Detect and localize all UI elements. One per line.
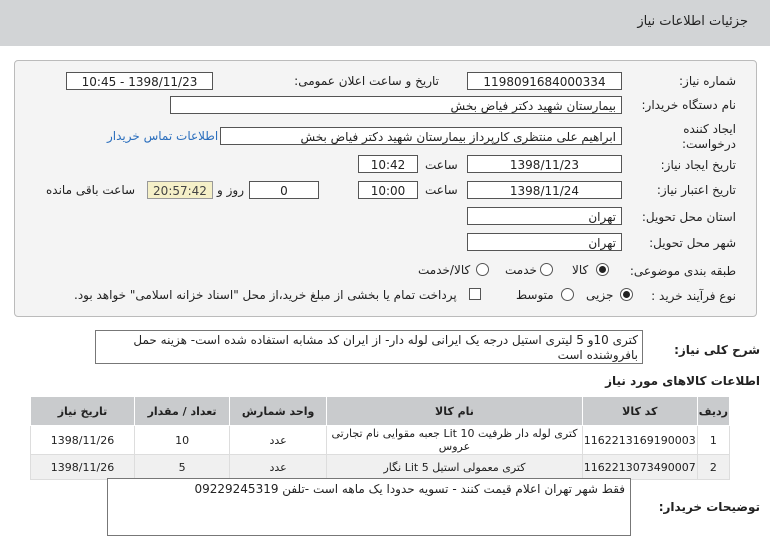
cell-item-code: 1162213169190003 — [582, 426, 697, 455]
items-header-row — [31, 397, 730, 426]
created-date-label: تاریخ ایجاد نیاز: — [660, 158, 736, 172]
description-label: شرح کلی نیاز: — [674, 343, 760, 357]
process-label: نوع فرآیند خرید : — [651, 289, 736, 303]
treasury-note: پرداخت تمام یا بخشی از مبلغ خرید،از محل "اسناد خزانه اسلامی" خواهد بود. — [74, 288, 457, 302]
created-time-field: 10:42 — [358, 155, 418, 173]
table-row — [31, 455, 730, 480]
remaining-label: ساعت باقی مانده — [46, 183, 136, 197]
category-radio-goods[interactable] — [596, 263, 609, 276]
process-radio-medium[interactable] — [561, 288, 574, 301]
process-option-minor: جزیی — [586, 288, 614, 302]
announce-field: 1398/11/23 - 10:45 — [66, 72, 213, 90]
created-time-label: ساعت — [425, 158, 458, 172]
col-unit: واحد شمارش — [230, 397, 327, 426]
city-label: شهر محل تحویل: — [649, 236, 736, 250]
cell-item-code: 1162213073490007 — [582, 455, 697, 480]
category-label: طبقه بندی موضوعی: — [629, 264, 736, 278]
cell-item-name: کتری معمولی استیل Lit 5 نگار — [327, 455, 583, 480]
creator-label: ایجاد کننده درخواست: — [682, 122, 736, 151]
valid-time-field: 10:00 — [358, 181, 418, 199]
notes-label: توضیحات خریدار: — [658, 500, 760, 514]
category-radio-both[interactable] — [476, 263, 489, 276]
cell-quantity: 10 — [135, 426, 230, 455]
page-title: جزئیات اطلاعات نیاز — [637, 14, 748, 29]
buyer-contact-link[interactable]: اطلاعات تماس خریدار — [107, 129, 219, 143]
need-number-label: شماره نیاز: — [679, 74, 736, 88]
cell-quantity: 5 — [135, 455, 230, 480]
cell-item-name: کتری لوله دار ظرفیت Lit 10 جعبه مقوایی نام تجارتی عروس — [327, 426, 583, 455]
announce-label: تاریخ و ساعت اعلان عمومی: — [294, 74, 439, 88]
treasury-checkbox[interactable] — [469, 288, 481, 300]
need-number-field: 1198091684000334 — [467, 72, 622, 90]
process-option-medium: متوسط — [516, 288, 554, 302]
valid-date-label: تاریخ اعتبار نیاز: — [656, 183, 736, 197]
valid-date-field: 1398/11/24 — [467, 181, 622, 199]
category-option-goods: کالا — [572, 263, 589, 277]
notes-text: فقط شهر تهران اعلام قیمت کنند - تسویه حدودا یک ماهه است -تلفن 09229245319 — [107, 478, 631, 536]
category-option-service: خدمت — [505, 263, 537, 277]
col-item-name: نام کالا — [327, 397, 583, 426]
buyer-field: بیمارستان شهید دکتر فیاض بخش — [170, 96, 622, 114]
days-label: روز و — [217, 183, 244, 197]
creator-field: ابراهیم علی منتظری کارپرداز بیمارستان شهید دکتر فیاض بخش — [220, 127, 622, 145]
cell-need-date: 1398/11/26 — [31, 455, 135, 480]
cell-row-number: 2 — [697, 455, 729, 480]
col-quantity: تعداد / مقدار — [135, 397, 230, 426]
created-date-field: 1398/11/23 — [467, 155, 622, 173]
province-field: تهران — [467, 207, 622, 225]
valid-time-label: ساعت — [425, 183, 458, 197]
cell-unit: عدد — [230, 426, 327, 455]
items-table — [30, 396, 730, 480]
days-field: 0 — [249, 181, 319, 199]
col-need-date: تاریخ نیاز — [31, 397, 135, 426]
city-field: تهران — [467, 233, 622, 251]
page-header — [0, 0, 770, 46]
description-text: کتری 10و 5 لیتری استیل درجه یک ایرانی لوله دار- از ایران کد مشابه استفاده شده است- هزینه حمل بافروشنده است — [95, 330, 643, 364]
cell-need-date: 1398/11/26 — [31, 426, 135, 455]
col-row-number: ردیف — [697, 397, 729, 426]
category-option-both: کالا/خدمت — [418, 263, 471, 277]
cell-unit: عدد — [230, 455, 327, 480]
category-radio-service[interactable] — [540, 263, 553, 276]
remaining-time-field: 20:57:42 — [147, 181, 213, 199]
process-radio-minor[interactable] — [620, 288, 633, 301]
buyer-label: نام دستگاه خریدار: — [641, 98, 736, 112]
cell-row-number: 1 — [697, 426, 729, 455]
table-row — [31, 426, 730, 455]
items-section-title: اطلاعات کالاهای مورد نیاز — [605, 374, 760, 388]
province-label: استان محل تحویل: — [641, 210, 736, 224]
col-item-code: کد کالا — [582, 397, 697, 426]
